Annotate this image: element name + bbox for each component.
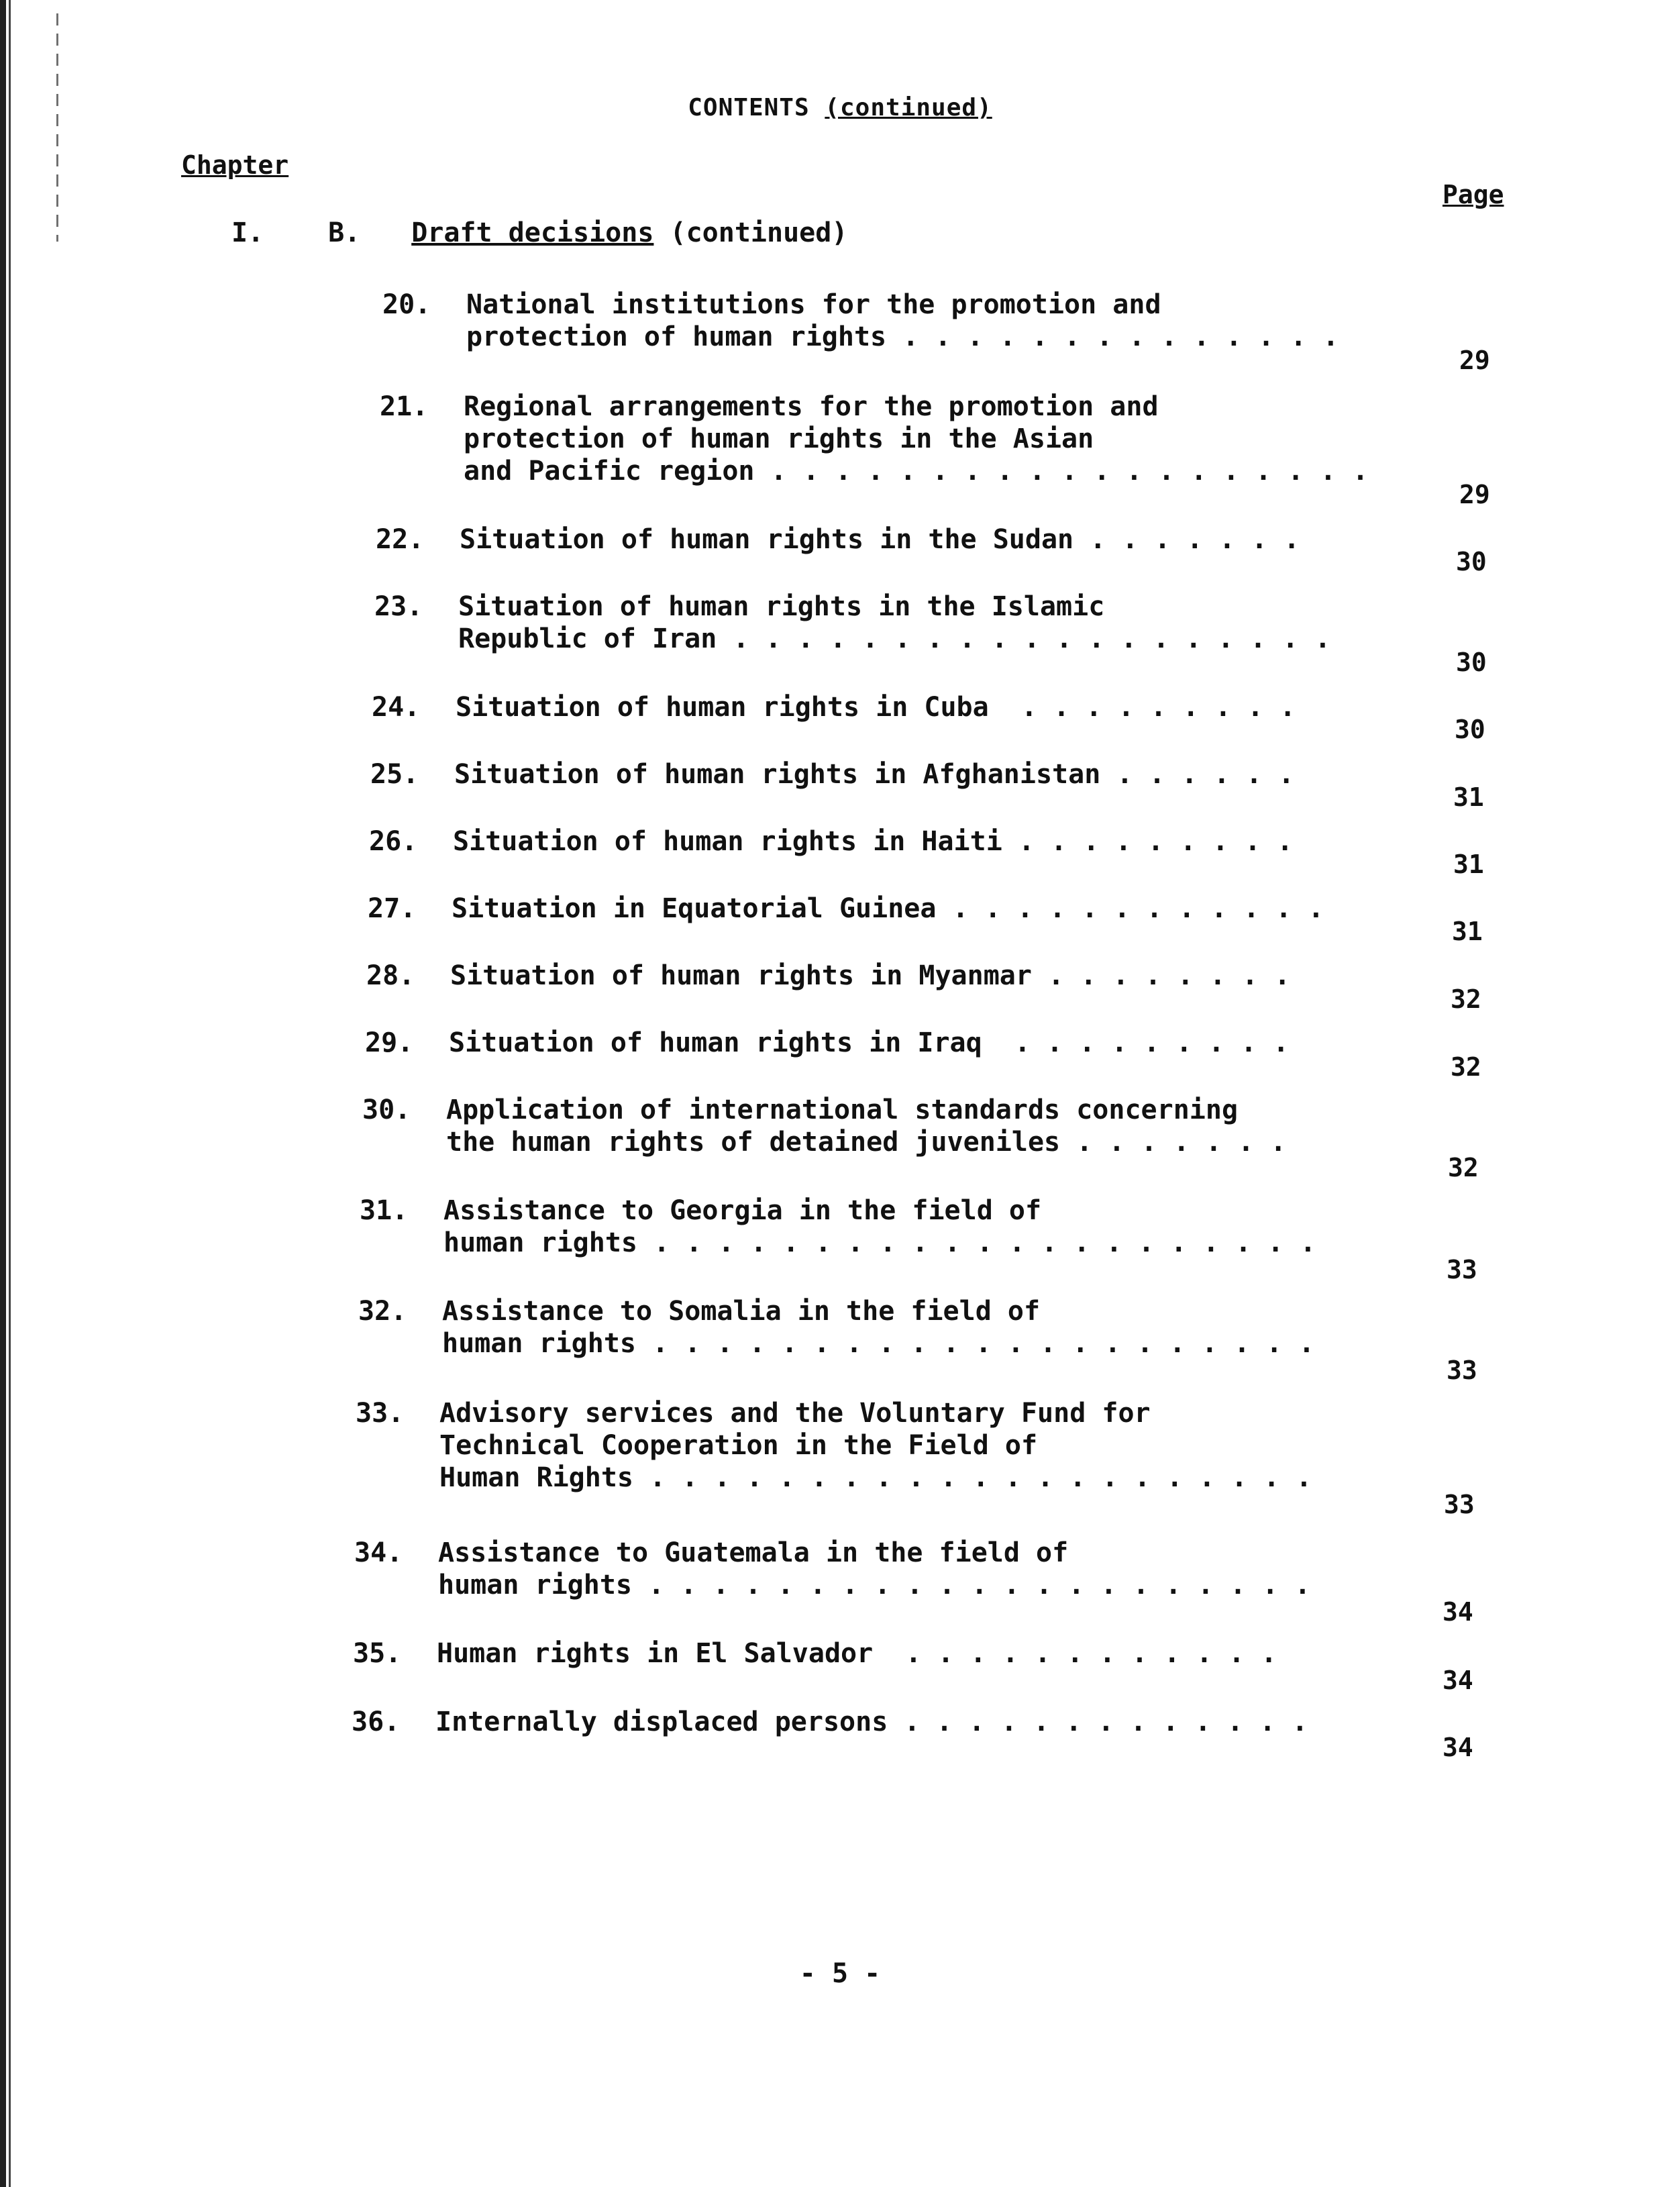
entry-title-line: Internally displaced persons . . . . . . . . . . . . . — [435, 1707, 1308, 1737]
entry-number: 34. — [354, 1537, 403, 1568]
entry-page-number: 33 — [1447, 1255, 1477, 1284]
entry-page-number: 30 — [1456, 648, 1487, 677]
entry-title-line: Assistance to Guatemala in the field of — [438, 1537, 1069, 1568]
entry-title-line: Human rights in El Salvador . . . . . . . . . . . . — [437, 1638, 1277, 1669]
entry-number: 28. — [366, 960, 415, 991]
entry-title-line: protection of human rights . . . . . . . . . . . . . . — [466, 321, 1339, 352]
entry-page-number: 31 — [1453, 782, 1484, 812]
section-heading — [231, 217, 847, 248]
entry-page-number: 31 — [1452, 917, 1483, 946]
entry-number: 27. — [368, 893, 417, 924]
entry-title — [438, 1537, 1377, 1601]
entry-title — [464, 391, 1403, 487]
entry-title — [466, 289, 1406, 353]
entry-page-number: 32 — [1451, 1052, 1481, 1082]
entry-title — [452, 893, 1391, 925]
page-column-label: Page — [1442, 180, 1504, 209]
entry-page-number: 32 — [1448, 1153, 1479, 1182]
entry-number: 22. — [376, 524, 425, 555]
entry-title — [443, 1194, 1383, 1259]
entry-page-number: 34 — [1442, 1666, 1473, 1695]
entry-title — [460, 523, 1399, 556]
entry-page-number: 33 — [1447, 1356, 1477, 1385]
contents-title-text: CONTENTS — [688, 94, 810, 121]
entry-title-line: National institutions for the promotion and — [466, 289, 1161, 320]
entry-title-line: and Pacific region . . . . . . . . . . . . . . . . . . . — [464, 456, 1369, 487]
entry-title-line: Situation of human rights in Cuba . . . . . . . . . — [456, 692, 1296, 723]
entry-number: 36. — [352, 1707, 401, 1737]
entry-title-line: the human rights of detained juveniles . . . . . . . — [446, 1127, 1287, 1158]
entry-title — [454, 758, 1394, 791]
contents-title-suffix: (continued) — [825, 94, 992, 121]
entry-number: 31. — [360, 1195, 409, 1226]
section-letter: B. — [328, 217, 361, 248]
section-title-suffix: (continued) — [670, 217, 848, 248]
entry-page-number: 29 — [1459, 346, 1490, 375]
entry-title-line: Situation of human rights in Iraq . . . . . . . . . — [449, 1027, 1290, 1058]
entry-number: 25. — [370, 759, 419, 790]
entry-number: 32. — [358, 1296, 407, 1327]
entry-page-number: 34 — [1442, 1597, 1473, 1627]
entry-title-line: Technical Cooperation in the Field of — [439, 1430, 1038, 1461]
entry-title — [435, 1706, 1375, 1738]
chapter-roman: I. — [231, 217, 264, 248]
entry-number: 26. — [369, 826, 418, 857]
entry-title-line: Regional arrangements for the promotion and — [464, 391, 1159, 422]
entry-page-number: 30 — [1455, 715, 1485, 744]
entry-title — [449, 1027, 1388, 1059]
entry-number: 29. — [365, 1027, 414, 1058]
entry-title — [456, 691, 1395, 723]
entry-title — [439, 1397, 1379, 1494]
chapter-column-label: Chapter — [181, 150, 289, 180]
entry-title — [446, 1094, 1385, 1158]
entry-title-line: protection of human rights in the Asian — [464, 423, 1094, 454]
entry-number: 24. — [372, 692, 421, 723]
entry-number: 30. — [362, 1095, 411, 1125]
entry-title-line: Situation of human rights in the Islamic — [458, 591, 1105, 622]
entry-title — [450, 960, 1389, 992]
entry-title-line: Situation of human rights in Myanmar . . . . . . . . — [450, 960, 1291, 991]
entry-number: 35. — [353, 1638, 402, 1669]
entry-title-line: Application of international standards concerning — [446, 1095, 1239, 1125]
entry-title — [437, 1637, 1376, 1670]
entry-title-line: Situation of human rights in Afghanistan . . . . . . — [454, 759, 1295, 790]
entry-number: 33. — [356, 1398, 405, 1429]
entry-title — [442, 1295, 1381, 1360]
entry-title-line: Situation of human rights in Haiti . . . . . . . . . — [453, 826, 1294, 857]
entry-page-number: 31 — [1453, 850, 1484, 879]
entry-title-line: human rights . . . . . . . . . . . . . . . . . . . . . — [443, 1227, 1316, 1258]
page-number: - 5 - — [799, 1958, 881, 1989]
entry-page-number: 32 — [1451, 984, 1481, 1014]
entry-title-line: human rights . . . . . . . . . . . . . . . . . . . . . — [438, 1570, 1311, 1600]
entry-title-line: Situation of human rights in the Sudan . . . . . . . — [460, 524, 1300, 555]
entry-title-line: human rights . . . . . . . . . . . . . . . . . . . . . — [442, 1328, 1315, 1359]
entry-number: 23. — [374, 591, 423, 622]
entry-page-number: 33 — [1444, 1490, 1475, 1519]
section-title: Draft decisions — [411, 217, 654, 248]
entry-title-line: Republic of Iran . . . . . . . . . . . . . . . . . . . — [458, 623, 1331, 654]
entry-page-number: 30 — [1456, 547, 1487, 576]
entry-number: 20. — [382, 289, 431, 320]
entry-title-line: Human Rights . . . . . . . . . . . . . . . . . . . . . — [439, 1462, 1312, 1493]
entry-title-line: Assistance to Georgia in the field of — [443, 1195, 1042, 1226]
entry-title-line: Assistance to Somalia in the field of — [442, 1296, 1041, 1327]
contents-title — [0, 94, 1680, 121]
entry-title — [458, 591, 1398, 655]
entry-title — [453, 825, 1392, 858]
entry-title-line: Advisory services and the Voluntary Fund for — [439, 1398, 1151, 1429]
entry-title-line: Situation in Equatorial Guinea . . . . . . . . . . . . — [452, 893, 1324, 924]
entry-number: 21. — [380, 391, 429, 422]
entry-page-number: 29 — [1459, 480, 1490, 509]
entry-page-number: 34 — [1442, 1733, 1473, 1762]
